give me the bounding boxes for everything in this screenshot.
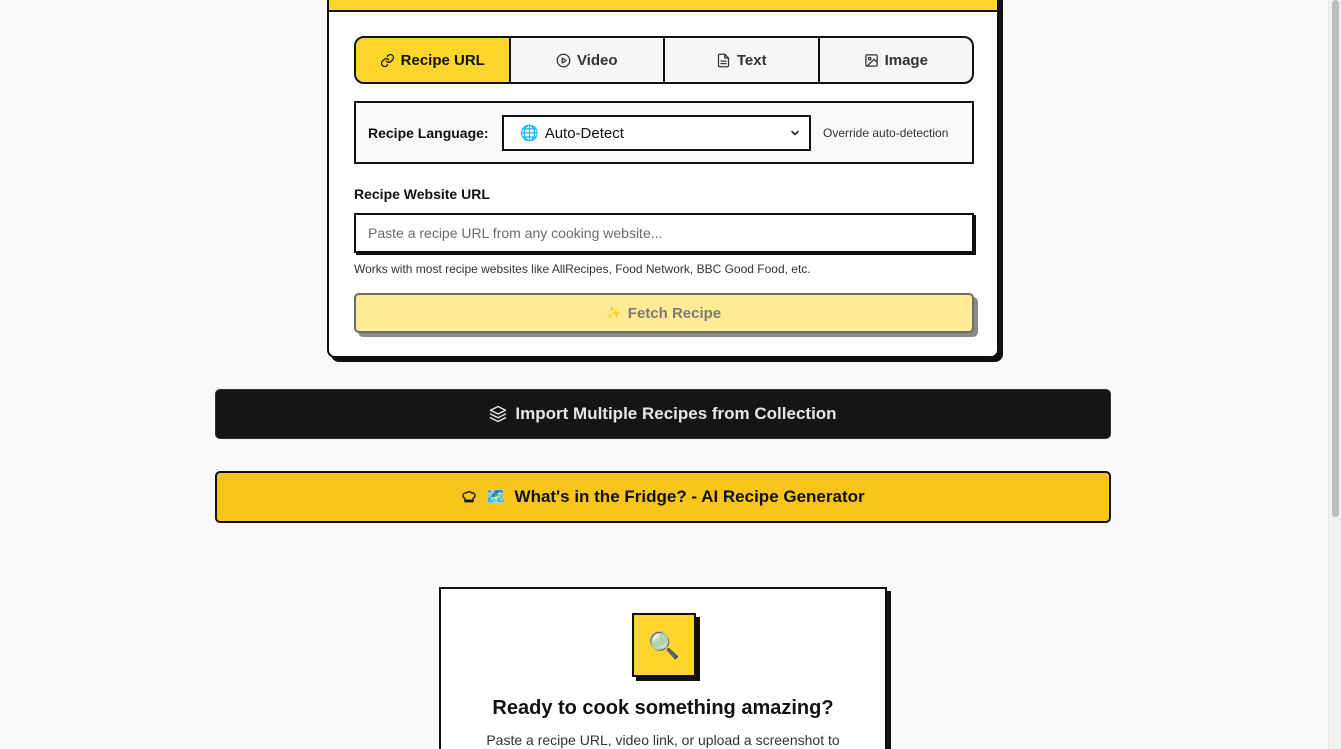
layers-icon (489, 405, 507, 423)
tab-text[interactable] (663, 38, 818, 82)
fetch-recipe-label: Fetch Recipe (627, 304, 722, 322)
language-label: Recipe Language: (368, 124, 489, 141)
tab-image[interactable] (818, 38, 973, 82)
scrollbar-thumb[interactable] (1332, 0, 1339, 517)
recipe-import-card (327, 0, 999, 358)
tab-label: Video (576, 51, 618, 69)
empty-state-title: Ready to cook something amazing? (492, 697, 834, 719)
page-scrollbar[interactable] (1328, 0, 1341, 749)
language-row (354, 101, 974, 164)
empty-state-card (439, 587, 887, 749)
fridge-generator-label: What's in the Fridge? - AI Recipe Generator (514, 487, 865, 506)
image-icon (864, 53, 879, 68)
play-circle-icon (556, 53, 571, 68)
url-field-hint: Works with most recipe websites like AllRecipes, Food Network, BBC Good Food, etc. (354, 262, 811, 276)
globe-icon: 🌐 (520, 124, 539, 142)
file-text-icon (716, 53, 731, 68)
import-collection-button[interactable] (215, 389, 1111, 439)
empty-state-text: Paste a recipe URL, video link, or upload a screenshot to (486, 732, 840, 748)
tab-label: Text (736, 51, 767, 69)
fridge-generator-button[interactable] (215, 471, 1111, 523)
import-collection-label: Import Multiple Recipes from Collection (515, 404, 837, 423)
recipe-url-input[interactable] (354, 213, 974, 253)
fetch-recipe-button[interactable] (354, 293, 974, 333)
url-field-label: Recipe Website URL (354, 186, 490, 202)
input-mode-tabs (354, 36, 974, 84)
tab-label: Image (884, 51, 928, 69)
chef-hat-icon (461, 489, 477, 505)
language-hint: Override auto-detection (823, 125, 949, 140)
language-select[interactable] (502, 115, 811, 151)
map-emoji-icon: 🗺️ (485, 487, 507, 506)
language-selected: Auto-Detect (544, 124, 624, 142)
tab-recipe-url[interactable] (356, 38, 509, 82)
card-header-strip (329, 0, 997, 12)
chevron-down-icon (789, 127, 801, 139)
tab-label: Recipe URL (400, 51, 485, 69)
magnifier-icon: 🔍 (632, 613, 696, 677)
sparkle-icon: ✨ (606, 306, 622, 320)
link-icon (380, 53, 395, 68)
tab-video[interactable] (509, 38, 664, 82)
